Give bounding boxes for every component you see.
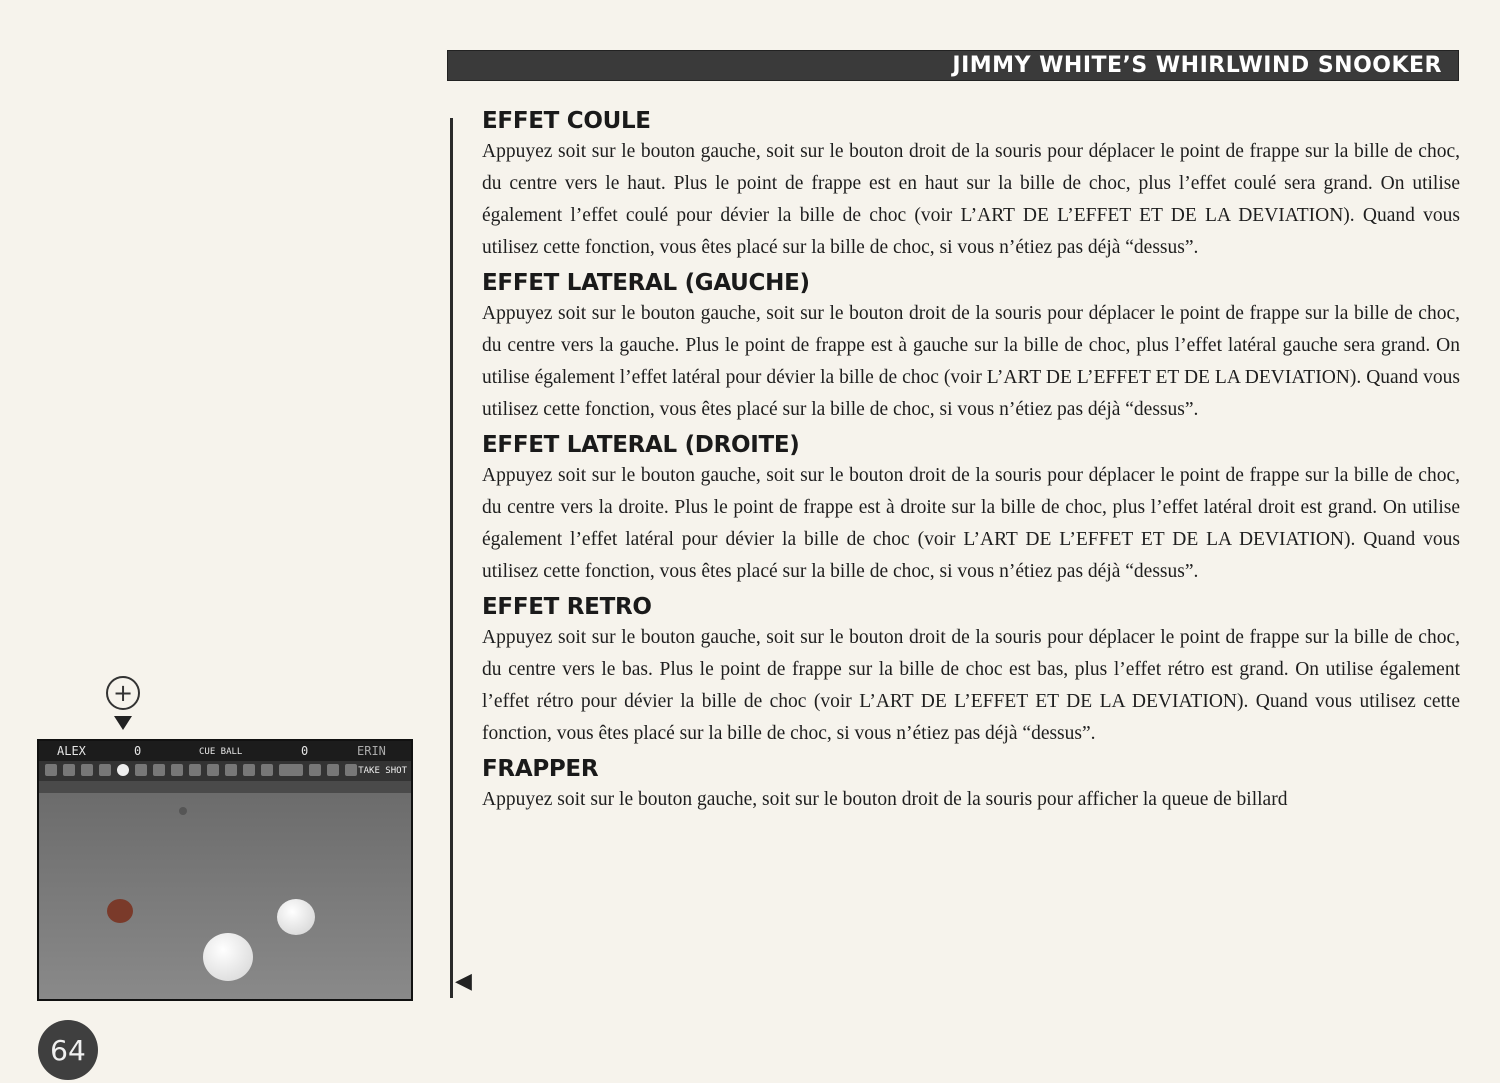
mode-label: CUE BALL bbox=[199, 747, 243, 757]
section-effet-retro bbox=[482, 594, 1460, 750]
page-header-title: JIMMY WHITE’S WHIRLWIND SNOOKER bbox=[952, 53, 1442, 78]
toolbar-icon bbox=[45, 764, 57, 776]
toolbar-icon bbox=[99, 764, 111, 776]
section-effet-lateral-gauche bbox=[482, 270, 1460, 426]
game-screenshot bbox=[37, 739, 413, 1001]
toolbar-icon bbox=[135, 764, 147, 776]
toolbar-icon bbox=[207, 764, 219, 776]
cue-ball bbox=[277, 899, 315, 935]
toolbar-icon bbox=[309, 764, 321, 776]
section-frapper bbox=[482, 756, 1460, 816]
vertical-rule bbox=[450, 118, 453, 998]
hud-scorebar bbox=[39, 741, 411, 761]
help-icon bbox=[327, 764, 339, 776]
hud-iconbar bbox=[39, 761, 411, 781]
header-bar bbox=[447, 50, 1459, 81]
cue-icon bbox=[279, 764, 303, 776]
section-body: Appuyez soit sur le bouton gauche, soit sur le bouton droit de la souris pour déplacer le point de frappe sur la bille de choc, du centre vers la gauche. Plus le point de frappe est à gauche sur la bille de choc, plus l’effet latéral gauche sera grand. On utilise également l’effet latéral pour dévier la bille de choc (voir L’ART DE L’EFFET ET DE LA DEVIATION). Quand vous utilisez cette fonction, vous êtes placé sur la bille de choc, si vous n’étiez pas déjà “dessus”. bbox=[482, 303, 1460, 420]
player-right-score: 0 bbox=[301, 744, 309, 758]
section-heading: FRAPPER bbox=[482, 756, 599, 782]
cue-ball-near bbox=[203, 933, 253, 981]
section-heading: EFFET LATERAL (GAUCHE) bbox=[482, 270, 810, 296]
section-heading: EFFET COULE bbox=[482, 108, 651, 134]
left-triangle-icon: ◀ bbox=[455, 968, 472, 993]
section-body: Appuyez soit sur le bouton gauche, soit sur le bouton droit de la souris pour déplacer le point de frappe sur la bille de choc, du centre vers le bas. Plus le point de frappe sur la bille de choc est bas, plus l’effet rétro est grand. On utilise également l’effet rétro pour dévier la bille de choc (voir L’ART DE L’EFFET ET DE LA DEVIATION). Quand vous utilisez cette fonction, vous êtes placé sur la bille de choc, si vous n’étiez pas déjà “dessus”. bbox=[482, 627, 1460, 744]
player-right-name: ERIN bbox=[357, 744, 386, 758]
take-shot-label: TAKE SHOT bbox=[358, 766, 407, 776]
section-heading: EFFET RETRO bbox=[482, 594, 652, 620]
toolbar-icon bbox=[261, 764, 273, 776]
character-sprite bbox=[107, 899, 133, 923]
toolbar-icon bbox=[243, 764, 255, 776]
toolbar-icon bbox=[81, 764, 93, 776]
player-left-name: ALEX bbox=[57, 744, 86, 758]
section-heading: EFFET LATERAL (DROITE) bbox=[482, 432, 800, 458]
toolbar-icon bbox=[171, 764, 183, 776]
cursor-annotation bbox=[106, 676, 146, 736]
toolbar-icon bbox=[63, 764, 75, 776]
main-content bbox=[482, 108, 1460, 822]
cue-ball-icon bbox=[117, 764, 129, 776]
section-effet-coule bbox=[482, 108, 1460, 264]
section-effet-lateral-droite bbox=[482, 432, 1460, 588]
down-arrow-icon bbox=[114, 716, 132, 730]
ball bbox=[179, 807, 187, 815]
toolbar-icon bbox=[225, 764, 237, 776]
toolbar-icon bbox=[189, 764, 201, 776]
section-body: Appuyez soit sur le bouton gauche, soit sur le bouton droit de la souris pour déplacer le point de frappe sur la bille de choc, du centre vers la droite. Plus le point de frappe est à droite sur la bille de choc, plus l’effet latéral droit est grand. On utilise également l’effet latéral pour dévier la bille de choc (voir L’ART DE L’EFFET ET DE LA DEVIATION). Quand vous utilisez cette fonction, vous êtes placé sur la bille de choc, si vous n’étiez pas déjà “dessus”. bbox=[482, 465, 1460, 582]
page-number: 64 bbox=[38, 1020, 98, 1080]
player-left-score: 0 bbox=[134, 744, 142, 758]
section-body: Appuyez soit sur le bouton gauche, soit sur le bouton droit de la souris pour afficher la queue de billard bbox=[482, 789, 1288, 810]
section-body: Appuyez soit sur le bouton gauche, soit sur le bouton droit de la souris pour déplacer le point de frappe sur la bille de choc, du centre vers le haut. Plus le point de frappe est en haut sur la bille de choc, plus l’effet coulé sera grand. On utilise également l’effet coulé pour dévier la bille de choc (voir L’ART DE L’EFFET ET DE LA DEVIATION). Quand vous utilisez cette fonction, vous êtes placé sur la bille de choc, si vous n’étiez pas déjà “dessus”. bbox=[482, 141, 1460, 258]
toolbar-icon bbox=[153, 764, 165, 776]
plus-circle-icon: + bbox=[106, 676, 140, 710]
toolbar-icon bbox=[345, 764, 357, 776]
table-cushion bbox=[39, 781, 411, 793]
